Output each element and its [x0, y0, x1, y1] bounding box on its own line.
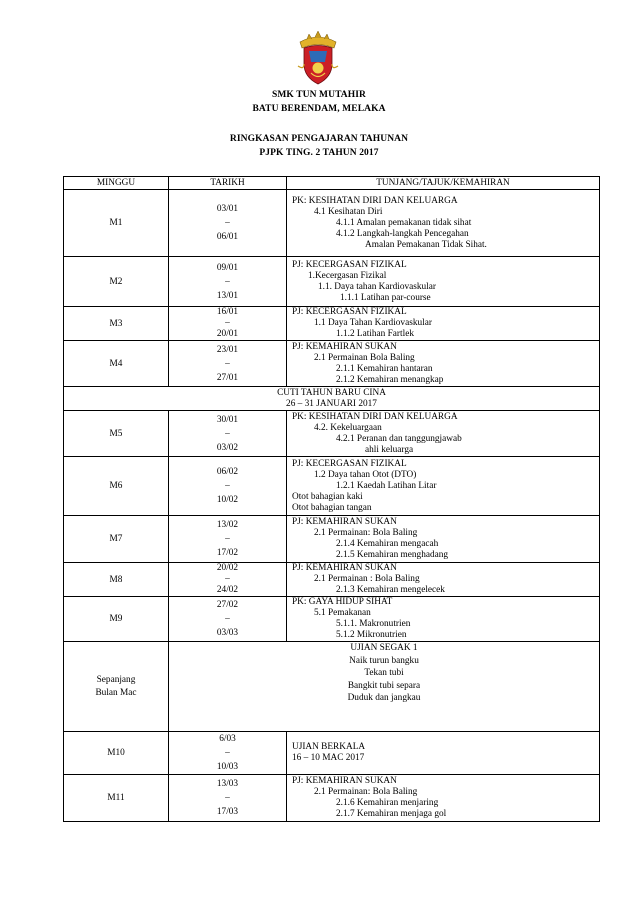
table-row	[64, 457, 600, 516]
topic-line: PJ: KECERGASAN FIZIKAL	[292, 458, 407, 469]
topic-line: 2.1 Permainan: Bola Baling	[314, 528, 418, 538]
date-part: 03/02	[216, 442, 239, 453]
table-row	[64, 411, 600, 457]
date-cell	[169, 732, 287, 775]
topic-line: Otot bahagian tangan	[292, 502, 372, 513]
topic-line: 1.2.1 Kaedah Latihan Litar	[336, 480, 437, 491]
date-part: –	[225, 428, 230, 439]
date-part: –	[225, 748, 230, 758]
date-cell	[169, 457, 287, 516]
topic-cell	[287, 341, 600, 387]
topic-line: 1.Kecergasan Fizikal	[308, 270, 387, 281]
date-part: 27/02	[216, 600, 239, 610]
topic-cell	[287, 597, 600, 642]
topic-line: 1.1.1 Latihan par-course	[340, 292, 431, 303]
topic-line: PJ: KEMAHIRAN SUKAN	[292, 776, 397, 786]
table-row	[64, 775, 600, 822]
topic-line: PJ: KEMAHIRAN SUKAN	[292, 563, 397, 573]
table-row	[64, 387, 600, 411]
column-header: TARIKH	[169, 177, 287, 190]
date-cell	[169, 341, 287, 387]
week-cell	[64, 642, 169, 732]
topic-line: PJ: KECERGASAN FIZIKAL	[292, 307, 407, 317]
topic-line: PK: GAYA HIDUP SIHAT	[292, 597, 393, 607]
topic-line: PJ: KEMAHIRAN SUKAN	[292, 517, 397, 527]
topic-line: 1.1. Daya tahan Kardiovaskular	[318, 281, 436, 292]
date-part: 09/01	[216, 262, 239, 273]
topic-line: PJ: KEMAHIRAN SUKAN	[292, 341, 397, 352]
topic-line: 5.1.1. Makronutrien	[336, 619, 411, 629]
table-row	[64, 642, 600, 732]
date-cell	[169, 563, 287, 597]
week-cell: M8	[64, 563, 169, 597]
topic-cell	[287, 190, 600, 257]
date-part: 27/01	[216, 372, 239, 383]
test-item: Bangkit tubi separa	[347, 680, 421, 691]
date-cell	[169, 190, 287, 257]
week-cell: M2	[64, 257, 169, 307]
topic-line: Amalan Pemakanan Tidak Sihat.	[365, 239, 487, 250]
date-part: 03/03	[216, 628, 239, 638]
test-item: UJIAN SEGAK 1	[350, 643, 418, 653]
test-item: Tekan tubi	[364, 668, 404, 678]
date-part: 30/01	[216, 414, 239, 425]
holiday-text: CUTI TAHUN BARU CINA	[277, 387, 386, 398]
column-header: MINGGU	[64, 177, 169, 190]
topic-line: 2.1.7 Kemahiran menjaga gol	[336, 809, 447, 819]
week-cell: M9	[64, 597, 169, 642]
topic-line: 4.1.1 Amalan pemakanan tidak sihat	[336, 217, 472, 228]
date-cell	[169, 307, 287, 341]
topic-line: PK: KESIHATAN DIRI DAN KELUARGA	[292, 195, 458, 206]
holiday-cell	[64, 387, 600, 411]
topic-line: Otot bahagian kaki	[292, 491, 363, 502]
table-row	[64, 597, 600, 642]
table-row	[64, 257, 600, 307]
topic-line: 2.1.5 Kemahiran menghadang	[336, 550, 449, 560]
week-label: Sepanjang	[96, 674, 136, 685]
table-row	[64, 307, 600, 341]
topic-line: UJIAN BERKALA	[292, 742, 366, 752]
topic-cell	[287, 411, 600, 457]
holiday-text: 26 – 31 JANUARI 2017	[286, 398, 377, 409]
topic-line: 1.1.2 Latihan Fartlek	[336, 329, 414, 339]
test-item: Naik turun bangku	[349, 655, 419, 666]
week-label: Bulan Mac	[95, 687, 137, 698]
topic-line: PJ: KECERGASAN FIZIKAL	[292, 259, 407, 270]
date-part: 03/01	[216, 204, 239, 214]
date-part: –	[225, 793, 230, 803]
topic-line: 16 – 10 MAC 2017	[292, 753, 365, 763]
topic-cell	[287, 732, 600, 775]
test-item: Duduk dan jangkau	[347, 693, 421, 703]
document-title: RINGKASAN PENGAJARAN TAHUNAN	[229, 134, 409, 144]
topic-line: 5.1.2 Mikronutrien	[336, 630, 407, 640]
topic-cell	[287, 257, 600, 307]
topic-line: 4.2.1 Peranan dan tanggungjawab	[336, 433, 462, 444]
week-cell: M1	[64, 190, 169, 257]
date-part: –	[225, 318, 230, 328]
date-part: –	[225, 358, 230, 369]
topic-line: 2.1.1 Kemahiran hantaran	[336, 363, 433, 374]
table-row	[64, 563, 600, 597]
column-header: TUNJANG/TAJUK/KEMAHIRAN	[287, 177, 600, 190]
topic-line: 4.1.2 Langkah-langkah Pencegahan	[336, 228, 469, 239]
date-part: 13/03	[216, 779, 239, 789]
topic-line: 2.1 Permainan : Bola Baling	[314, 574, 420, 584]
date-part: 23/01	[216, 344, 239, 355]
date-part: 17/03	[216, 807, 239, 817]
date-part: 10/03	[216, 762, 239, 772]
date-part: –	[225, 276, 230, 287]
school-crest-icon	[295, 30, 341, 86]
topic-line: 2.1.2 Kemahiran menangkap	[336, 374, 444, 385]
week-cell: M11	[64, 775, 169, 822]
date-part: 06/01	[216, 232, 239, 242]
topic-line: 2.1.4 Kemahiran mengacah	[336, 539, 439, 549]
topic-line: 2.1 Permainan Bola Baling	[314, 352, 415, 363]
week-cell: M10	[64, 732, 169, 775]
week-cell: M5	[64, 411, 169, 457]
topic-line: 5.1 Pemakanan	[314, 608, 371, 618]
table-header-row	[64, 177, 600, 190]
date-part: 13/01	[216, 290, 239, 301]
date-cell	[169, 597, 287, 642]
week-cell: M3	[64, 307, 169, 341]
subject-title: PJPK TING. 2 TAHUN 2017	[259, 148, 379, 158]
date-part: –	[225, 481, 230, 491]
week-cell: M6	[64, 457, 169, 516]
topic-cell	[287, 563, 600, 597]
date-part: 20/02	[216, 563, 239, 573]
date-part: –	[225, 614, 230, 624]
date-part: 17/02	[216, 548, 239, 558]
topic-line: 4.1 Kesihatan Diri	[314, 206, 383, 217]
date-part: 13/02	[216, 520, 239, 530]
topic-cell	[287, 775, 600, 822]
table-row	[64, 516, 600, 563]
date-cell	[169, 257, 287, 307]
topic-line: 1.2 Daya tahan Otot (DTO)	[314, 469, 417, 480]
date-part: 6/03	[219, 734, 236, 744]
date-part: 24/02	[216, 585, 239, 595]
topic-line: 2.1.3 Kemahiran mengelecek	[336, 585, 445, 595]
school-location: BATU BERENDAM, MELAKA	[252, 104, 386, 114]
topic-cell	[287, 516, 600, 563]
date-part: –	[225, 218, 230, 228]
topic-line: 2.1 Permainan: Bola Baling	[314, 787, 418, 797]
topic-line: 4.2. Kekeluargaan	[314, 422, 382, 433]
date-part: 20/01	[216, 329, 239, 339]
table-row	[64, 341, 600, 387]
date-cell	[169, 516, 287, 563]
table-row	[64, 732, 600, 775]
date-part: 16/01	[216, 307, 239, 317]
date-part: 10/02	[216, 495, 239, 505]
week-cell: M4	[64, 341, 169, 387]
school-name: SMK TUN MUTAHIR	[271, 90, 367, 100]
lesson-plan-table	[63, 176, 600, 822]
date-part: –	[225, 534, 230, 544]
topic-line: 2.1.6 Kemahiran menjaring	[336, 798, 439, 808]
topic-line: ahli keluarga	[365, 444, 414, 455]
date-part: –	[225, 574, 230, 584]
week-cell: M7	[64, 516, 169, 563]
date-part: 06/02	[216, 467, 239, 477]
table-row	[64, 190, 600, 257]
date-cell	[169, 411, 287, 457]
date-cell	[169, 775, 287, 822]
topic-cell	[287, 457, 600, 516]
topic-line: PK: KESIHATAN DIRI DAN KELUARGA	[292, 411, 458, 422]
topic-cell	[287, 307, 600, 341]
topic-line: 1.1 Daya Tahan Kardiovaskular	[314, 318, 432, 328]
test-cell	[169, 642, 600, 732]
